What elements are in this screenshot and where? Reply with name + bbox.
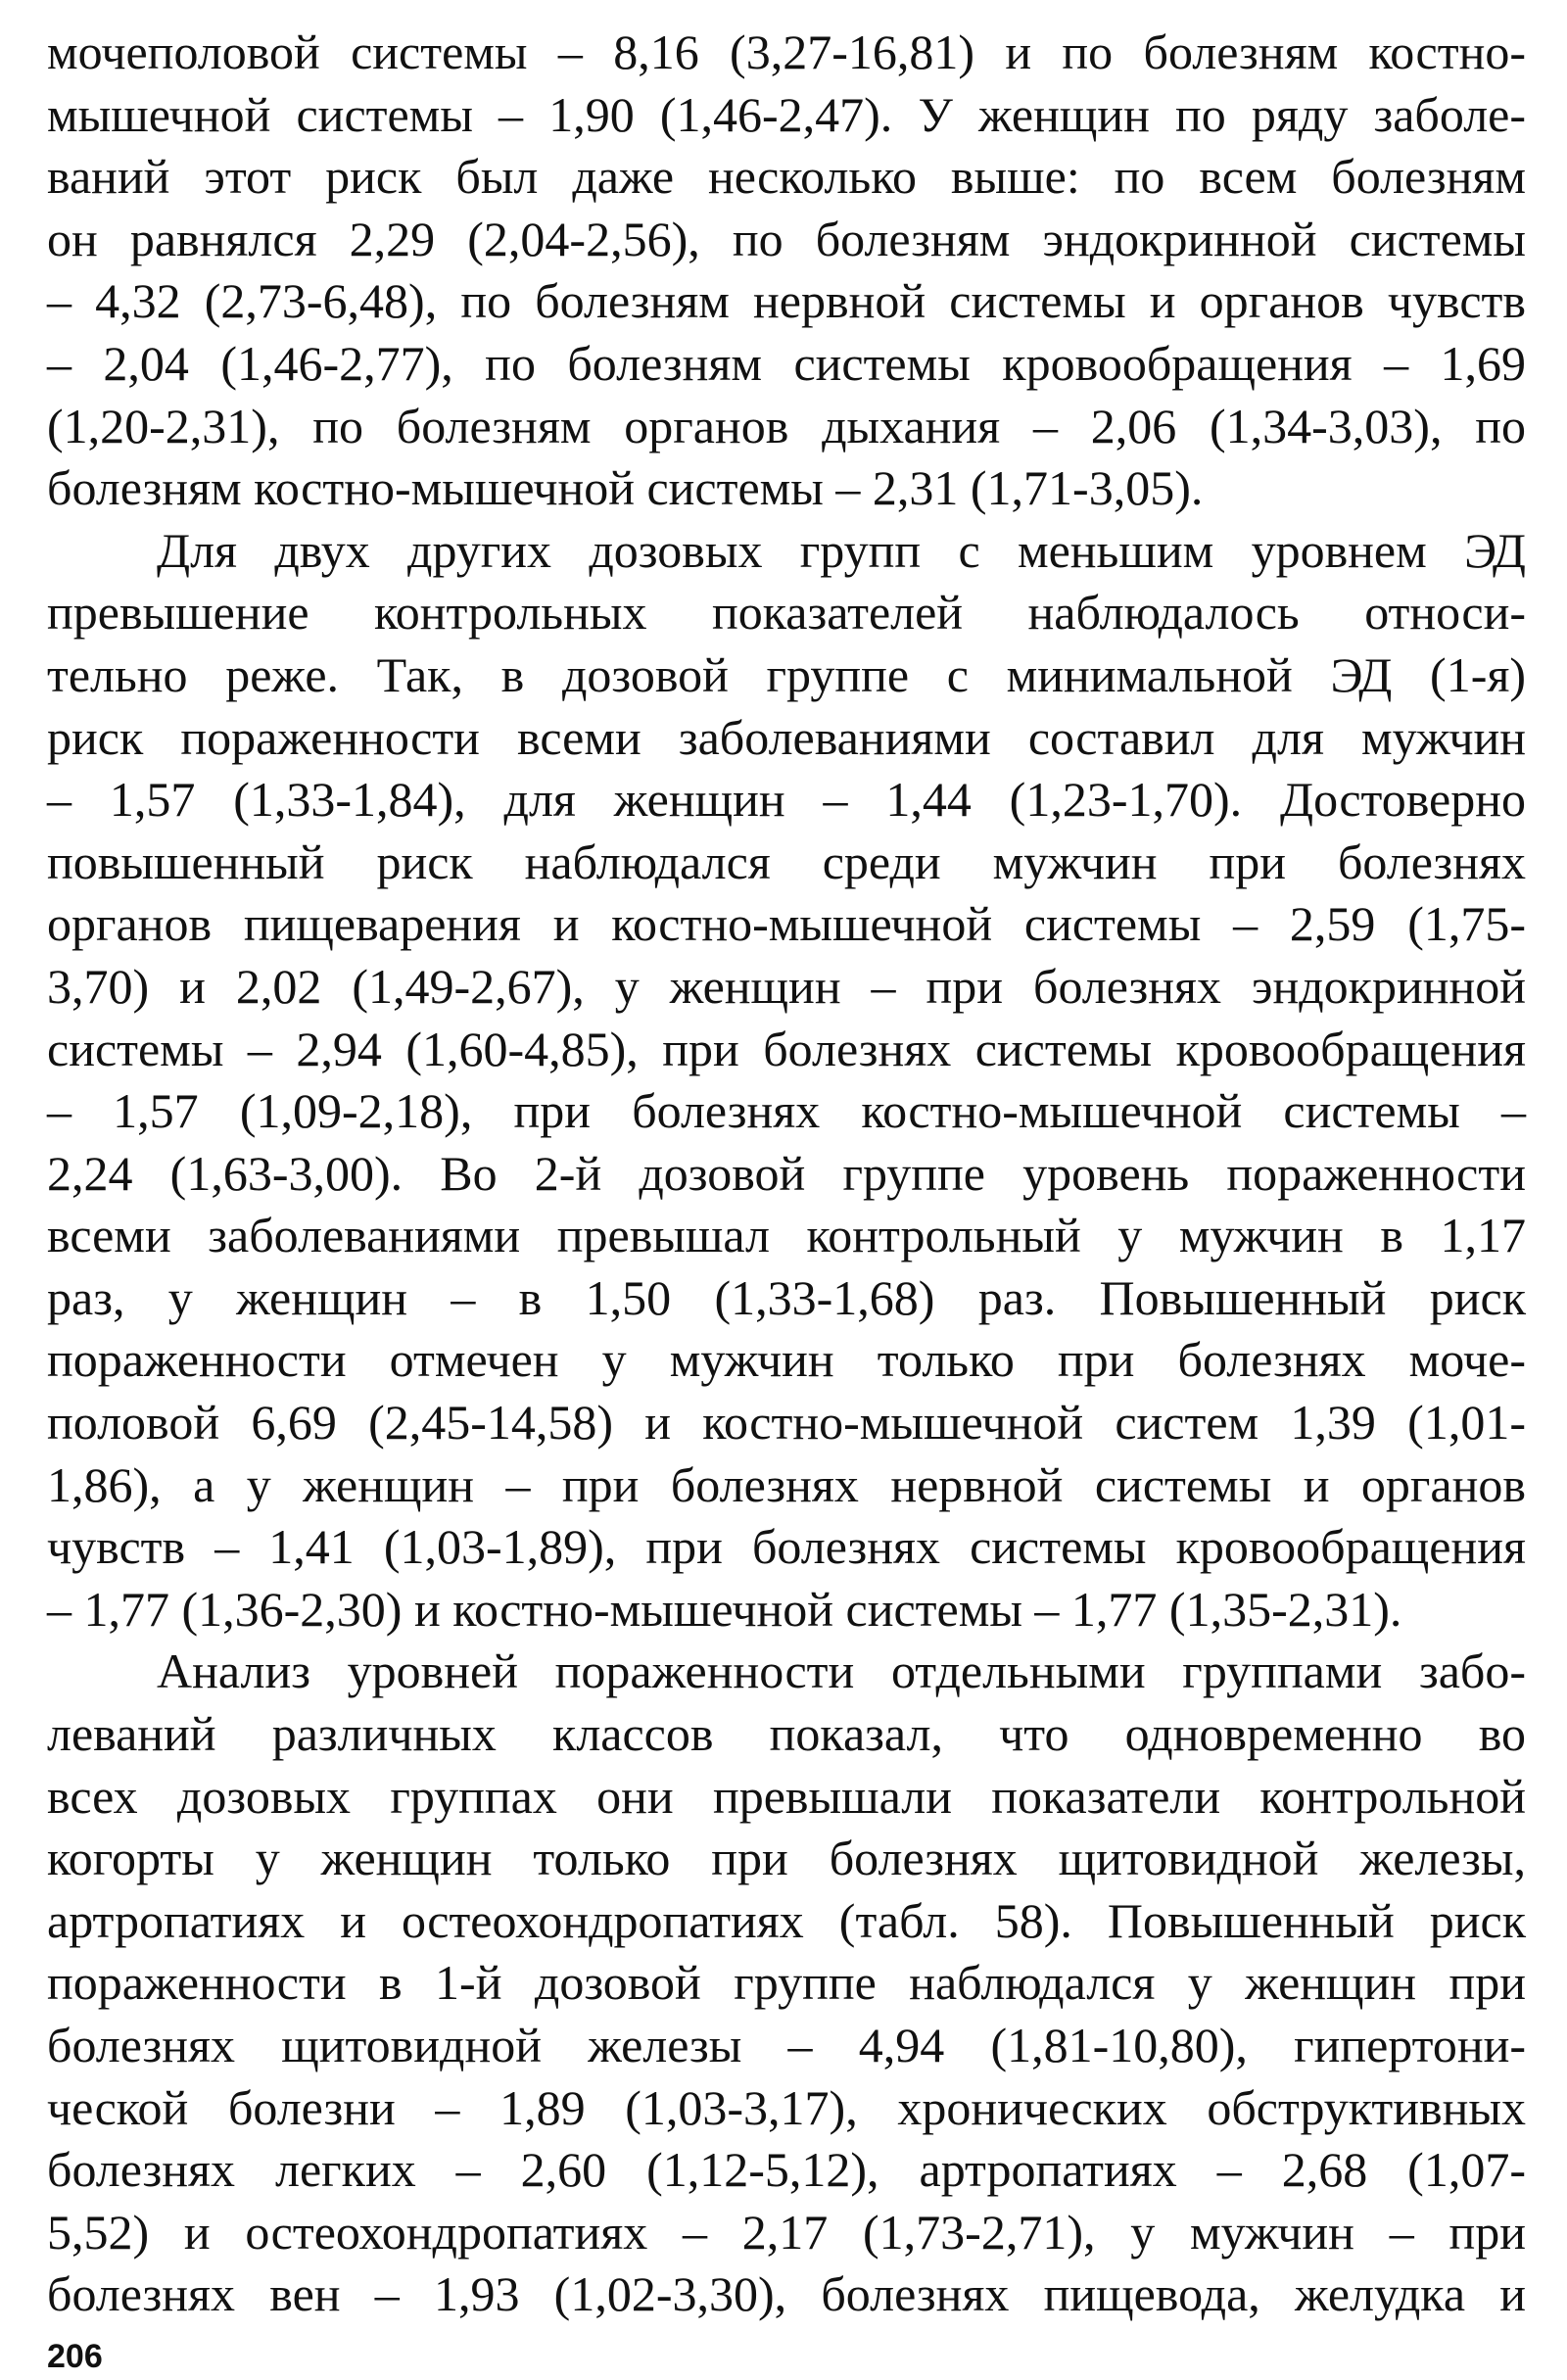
text-line: раз, у женщин – в 1,50 (1,33-1,68) раз. Повышенный риск [47, 1269, 1526, 1325]
text-line: – 4,32 (2,73-6,48), по болезням нервной системы и органов чувств [47, 273, 1526, 329]
text-line: риск пораженности всеми заболеваниями составил для мужчин [47, 709, 1526, 765]
text-line: Анализ уровней пораженности отдельными группами забо- [157, 1643, 1526, 1699]
text-line: ваний этот риск был даже несколько выше: по всем болезням [47, 149, 1526, 205]
paragraph-1 [47, 22, 1526, 520]
text-line: 3,70) и 2,02 (1,49-2,67), у женщин – при болезнях эндокринной [47, 958, 1526, 1014]
text-line: повышенный риск наблюдался среди мужчин при болезнях [47, 833, 1526, 889]
text-line: половой 6,69 (2,45-14,58) и костно-мышечной систем 1,39 (1,01- [47, 1395, 1526, 1451]
text-line: пораженности отмечен у мужчин только при болезнях моче- [47, 1332, 1526, 1388]
text-line: – 1,57 (1,33-1,84), для женщин – 1,44 (1,23-1,70). Достоверно [47, 772, 1526, 828]
text-line: превышение контрольных показателей наблюдалось относи- [47, 585, 1526, 641]
text-line: мышечной системы – 1,90 (1,46-2,47). У женщин по ряду заболе- [47, 86, 1526, 142]
text-line: болезнях легких – 2,60 (1,12-5,12), артропатиях – 2,68 (1,07- [47, 2142, 1526, 2198]
text-line: органов пищеварения и костно-мышечной системы – 2,59 (1,75- [47, 896, 1526, 952]
text-line: леваний различных классов показал, что одновременно во [47, 1706, 1526, 1762]
text-line: 2,24 (1,63-3,00). Во 2-й дозовой группе уровень пораженности [47, 1145, 1526, 1201]
text-line: артропатиях и остеохондропатиях (табл. 58). Повышенный риск [47, 1892, 1526, 1948]
text-line: 1,86), а у женщин – при болезнях нервной системы и органов [47, 1456, 1526, 1512]
page-body [47, 22, 1526, 2326]
paragraph-2 [47, 520, 1526, 1642]
paragraph-3 [47, 1641, 1526, 2326]
text-line: болезнях вен – 1,93 (1,02-3,30), болезнях пищевода, желудка и [47, 2266, 1526, 2322]
text-line: (1,20-2,31), по болезням органов дыхания – 2,06 (1,34-3,03), по [47, 398, 1526, 453]
text-line: – 2,04 (1,46-2,77), по болезням системы кровообращения – 1,69 [47, 335, 1526, 391]
text-line: мочеполовой системы – 8,16 (3,27-16,81) и по болезням костно- [47, 24, 1526, 79]
text-line: ческой болезни – 1,89 (1,03-3,17), хронических обструктивных [47, 2079, 1526, 2135]
text-line: когорты у женщин только при болезнях щитовидной железы, [47, 1831, 1526, 1886]
text-line: всех дозовых группах они превышали показатели контрольной [47, 1768, 1526, 1824]
text-line: 5,52) и остеохондропатиях – 2,17 (1,73-2,71), у мужчин – при [47, 2204, 1526, 2260]
text-line: он равнялся 2,29 (2,04-2,56), по болезням эндокринной системы [47, 211, 1526, 266]
text-line: болезням костно-мышечной системы – 2,31 (1,71-3,05). [47, 460, 1204, 516]
text-line: болезнях щитовидной железы – 4,94 (1,81-10,80), гипертони- [47, 2018, 1526, 2072]
text-line: пораженности в 1-й дозовой группе наблюдался у женщин при [47, 1955, 1526, 2011]
text-line: тельно реже. Так, в дозовой группе с минимальной ЭД (1-я) [47, 646, 1526, 702]
text-line: – 1,77 (1,36-2,30) и костно-мышечной системы – 1,77 (1,35-2,31). [47, 1581, 1402, 1637]
text-line: Для двух других дозовых групп с меньшим уровнем ЭД [157, 522, 1526, 578]
page-number: 206 [47, 2338, 103, 2375]
text-line: – 1,57 (1,09-2,18), при болезнях костно-мышечной системы – [47, 1083, 1526, 1139]
text-line: чувств – 1,41 (1,03-1,89), при болезнях системы кровообращения [47, 1519, 1526, 1575]
text-line: системы – 2,94 (1,60-4,85), при болезнях системы кровообращения [47, 1021, 1526, 1076]
text-line: всеми заболеваниями превышал контрольный у мужчин в 1,17 [47, 1208, 1526, 1263]
